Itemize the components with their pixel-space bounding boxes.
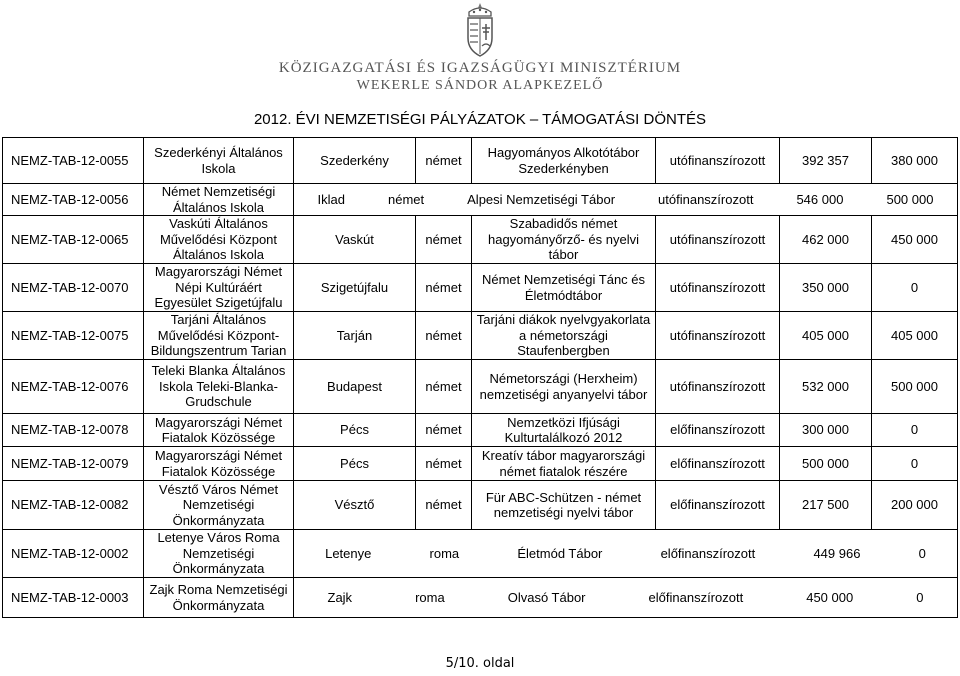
nationality: német xyxy=(416,312,472,360)
document-header xyxy=(0,0,960,128)
table-row xyxy=(3,312,958,360)
nationality: német xyxy=(416,481,472,530)
application-id: NEMZ-TAB-12-0082 xyxy=(3,481,144,530)
grants-table xyxy=(2,137,958,618)
organization: Magyarországi Német Fiatalok Közössége xyxy=(144,447,294,481)
place: Szederkény xyxy=(294,138,416,184)
document-title: 2012. ÉVI NEMZETISÉGI PÁLYÁZATOK – TÁMOGATÁSI DÖNTÉS xyxy=(253,111,707,128)
table-row xyxy=(3,530,958,578)
project-title: Alpesi Nemzetiségi Tábor xyxy=(467,191,616,207)
requested-amount: 462 000 xyxy=(780,216,872,264)
granted-amount: 0 xyxy=(872,414,958,447)
table-row xyxy=(3,184,958,216)
financing-type: előfinanszírozott xyxy=(656,414,780,447)
financing-type: utófinanszírozott xyxy=(656,216,780,264)
ministry-name: KÖZIGAZGATÁSI ÉS IGAZSÁGÜGYI MINISZTÉRIUM xyxy=(278,60,682,76)
granted-amount: 0 xyxy=(918,545,926,561)
granted-amount: 380 000 xyxy=(872,138,958,184)
financing-type: utófinanszírozott xyxy=(656,360,780,414)
financing-type: utófinanszírozott xyxy=(656,264,780,312)
requested-amount: 300 000 xyxy=(780,414,872,447)
organization: Teleki Blanka Általános Iskola Teleki-Blanka-Grudschule xyxy=(144,360,294,414)
place: Zajk xyxy=(327,589,353,605)
nationality: roma xyxy=(429,545,460,561)
organization: Vaskúti Általános Művelődési Központ Általános Iskola xyxy=(144,216,294,264)
project-title: Nemzetközi Ifjúsági Kulturtalálkozó 2012 xyxy=(472,414,656,447)
table-row xyxy=(3,360,958,414)
requested-amount: 217 500 xyxy=(780,481,872,530)
place: Szigetújfalu xyxy=(294,264,416,312)
project-title: Olvasó Tábor xyxy=(507,589,586,605)
place: Letenye xyxy=(325,545,372,561)
merged-details xyxy=(294,578,958,618)
place: Iklad xyxy=(317,191,345,207)
project-title: Tarjáni diákok nyelvgyakorlata a németországi Staufenbergben xyxy=(472,312,656,360)
nationality: német xyxy=(416,138,472,184)
place: Vésztő xyxy=(294,481,416,530)
place: Pécs xyxy=(294,414,416,447)
granted-amount: 0 xyxy=(872,264,958,312)
application-id: NEMZ-TAB-12-0056 xyxy=(3,184,144,216)
application-id: NEMZ-TAB-12-0002 xyxy=(3,530,144,578)
financing-type: előfinanszírozott xyxy=(648,589,744,605)
application-id: NEMZ-TAB-12-0003 xyxy=(3,578,144,618)
project-title: Német Nemzetiségi Tánc és Életmódtábor xyxy=(472,264,656,312)
requested-amount: 350 000 xyxy=(780,264,872,312)
nationality: német xyxy=(387,191,425,207)
ministry-subunit: WEKERLE SÁNDOR ALAPKEZELŐ xyxy=(356,78,604,93)
nationality: német xyxy=(416,447,472,481)
granted-amount: 450 000 xyxy=(872,216,958,264)
application-id: NEMZ-TAB-12-0070 xyxy=(3,264,144,312)
table-row xyxy=(3,481,958,530)
organization: Magyarországi Német Fiatalok Közössége xyxy=(144,414,294,447)
financing-type: utófinanszírozott xyxy=(656,312,780,360)
place: Pécs xyxy=(294,447,416,481)
granted-amount: 200 000 xyxy=(872,481,958,530)
organization: Zajk Roma Nemzetiségi Önkormányzata xyxy=(144,578,294,618)
granted-amount: 500 000 xyxy=(886,191,934,207)
table-row xyxy=(3,578,958,618)
project-title: Németországi (Herxheim) nemzetiségi anyanyelvi tábor xyxy=(472,360,656,414)
merged-details xyxy=(294,184,958,216)
financing-type: utófinanszírozott xyxy=(658,191,754,207)
project-title: Für ABC-Schützen - német nemzetiségi nyelvi tábor xyxy=(472,481,656,530)
granted-amount: 0 xyxy=(872,447,958,481)
table-row xyxy=(3,414,958,447)
place: Vaskút xyxy=(294,216,416,264)
organization: Letenye Város Roma Nemzetiségi Önkormányzata xyxy=(144,530,294,578)
organization: Német Nemzetiségi Általános Iskola xyxy=(144,184,294,216)
project-title: Kreatív tábor magyarországi német fiatalok részére xyxy=(472,447,656,481)
application-id: NEMZ-TAB-12-0055 xyxy=(3,138,144,184)
requested-amount: 500 000 xyxy=(780,447,872,481)
nationality: német xyxy=(416,360,472,414)
requested-amount: 405 000 xyxy=(780,312,872,360)
organization: Magyarországi Német Népi Kultúráért Egyesület Szigetújfalu xyxy=(144,264,294,312)
requested-amount: 450 000 xyxy=(806,589,854,605)
requested-amount: 546 000 xyxy=(796,191,844,207)
application-id: NEMZ-TAB-12-0079 xyxy=(3,447,144,481)
organization: Tarjáni Általános Művelődési Központ-Bildungszentrum Tarian xyxy=(144,312,294,360)
requested-amount: 532 000 xyxy=(780,360,872,414)
financing-type: előfinanszírozott xyxy=(656,481,780,530)
table-row xyxy=(3,264,958,312)
application-id: NEMZ-TAB-12-0076 xyxy=(3,360,144,414)
nationality: német xyxy=(416,264,472,312)
table-row xyxy=(3,138,958,184)
application-id: NEMZ-TAB-12-0078 xyxy=(3,414,144,447)
nationality: roma xyxy=(415,589,445,605)
granted-amount: 0 xyxy=(916,589,924,605)
coat-of-arms-icon xyxy=(460,2,500,60)
organization: Vésztő Város Német Nemzetiségi Önkormányzata xyxy=(144,481,294,530)
place: Budapest xyxy=(294,360,416,414)
granted-amount: 500 000 xyxy=(872,360,958,414)
nationality: német xyxy=(416,216,472,264)
application-id: NEMZ-TAB-12-0075 xyxy=(3,312,144,360)
application-id: NEMZ-TAB-12-0065 xyxy=(3,216,144,264)
project-title: Életmód Tábor xyxy=(517,545,603,561)
requested-amount: 392 357 xyxy=(780,138,872,184)
project-title: Hagyományos Alkotótábor Szederkényben xyxy=(472,138,656,184)
project-title: Szabadidős német hagyományőrző- és nyelvi tábor xyxy=(472,216,656,264)
financing-type: előfinanszírozott xyxy=(656,447,780,481)
nationality: német xyxy=(416,414,472,447)
financing-type: előfinanszírozott xyxy=(660,545,756,561)
table-row xyxy=(3,216,958,264)
organization: Szederkényi Általános Iskola xyxy=(144,138,294,184)
granted-amount: 405 000 xyxy=(872,312,958,360)
table-row xyxy=(3,447,958,481)
place: Tarján xyxy=(294,312,416,360)
merged-details xyxy=(294,530,958,578)
page-number: 5/10. oldal xyxy=(445,656,515,671)
requested-amount: 449 966 xyxy=(813,545,861,561)
financing-type: utófinanszírozott xyxy=(656,138,780,184)
